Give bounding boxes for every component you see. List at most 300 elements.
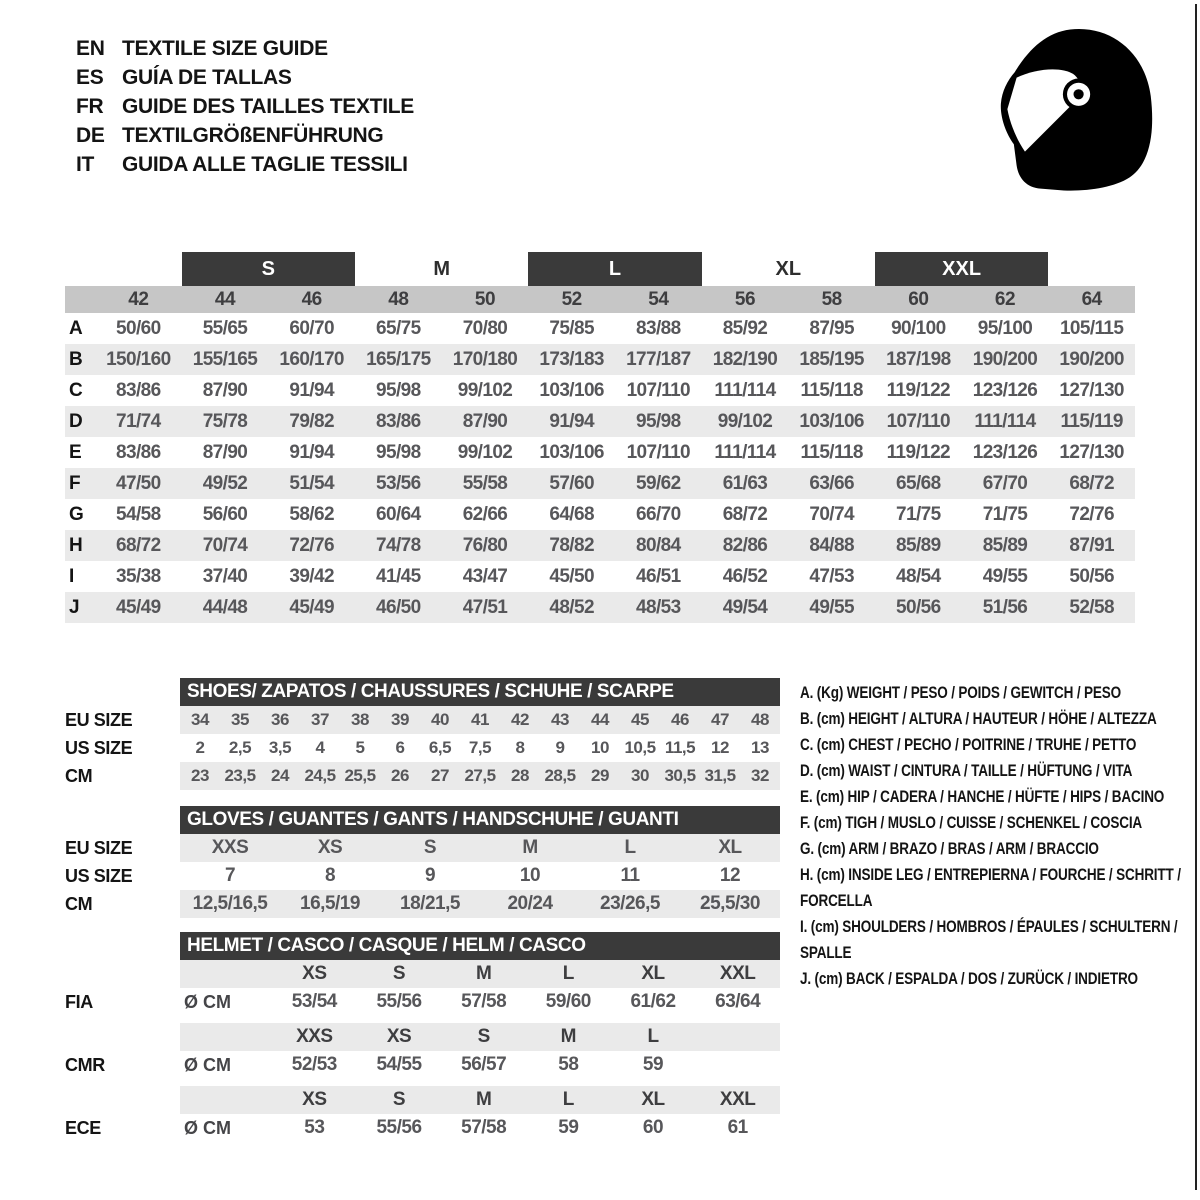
helmet-sizes-row	[65, 1023, 780, 1051]
helmet-sizes-row	[65, 1086, 780, 1114]
standard-label: FIA	[65, 991, 93, 1012]
diameter-unit: Ø CM	[184, 991, 231, 1012]
helmet-values-grid	[180, 988, 780, 1016]
shoe-size-value: 29	[591, 766, 609, 785]
language-row	[76, 63, 414, 92]
helmet-size-value: 57/58	[461, 1117, 507, 1138]
measurement-letter: C	[69, 379, 83, 401]
measurement-legend	[800, 680, 1185, 992]
shoe-size-value: 8	[515, 738, 525, 757]
measurement-letter: D	[69, 410, 83, 432]
measurement-row	[65, 437, 1135, 468]
measurement-value: 76/80	[462, 534, 508, 556]
glove-size-value: XL	[718, 837, 742, 858]
measurement-value: 41/45	[376, 565, 421, 587]
guide-title: TEXTILE SIZE GUIDE	[122, 37, 328, 60]
measurement-value: 160/170	[279, 348, 344, 370]
glove-size-value: XXS	[211, 837, 249, 858]
helmet-size-label: XS	[386, 1026, 412, 1047]
measurement-value: 45/49	[289, 596, 334, 618]
diameter-unit: Ø CM	[184, 1054, 231, 1075]
measurement-value: 95/98	[376, 379, 421, 401]
measurement-value: 78/82	[549, 534, 594, 556]
helmet-size-label: XXS	[296, 1026, 333, 1047]
measurement-value: 51/56	[982, 596, 1028, 618]
guide-title: TEXTILGRÖßENFÜHRUNG	[122, 124, 384, 147]
measurement-value: 75/85	[549, 317, 594, 339]
shoe-size-value: 28	[511, 766, 529, 785]
size-number: 60	[908, 288, 929, 310]
helmet-size-label: XS	[302, 963, 327, 984]
diameter-unit: Ø CM	[184, 1117, 231, 1138]
racing-helmet-icon	[975, 22, 1160, 202]
measurement-values	[95, 504, 1135, 526]
glove-size-value: L	[624, 837, 636, 858]
helmet-size-label: M	[475, 1089, 492, 1110]
measurement-values	[95, 411, 1135, 433]
size-number: 42	[128, 288, 149, 310]
row-label: US SIZE	[65, 865, 133, 886]
measurement-value: 68/72	[116, 534, 161, 556]
measurement-value: 75/78	[202, 410, 248, 432]
measurement-value: 190/200	[1059, 348, 1124, 370]
language-code: DE	[76, 124, 105, 147]
measurement-value: 107/110	[626, 379, 691, 401]
measurement-value: 105/115	[1059, 317, 1124, 339]
helmet-size-value: 54/55	[376, 1054, 422, 1075]
measurement-value: 63/66	[809, 472, 854, 494]
measurement-value: 107/110	[886, 410, 951, 432]
measurement-values	[95, 566, 1135, 588]
shoe-size-value: 41	[471, 710, 489, 729]
helmet-size-label: XS	[302, 1089, 327, 1110]
measurement-value: 91/94	[289, 379, 334, 401]
row-values	[180, 834, 780, 862]
measurement-value: 46/50	[376, 596, 421, 618]
size-number-row	[65, 286, 1135, 313]
measurement-value: 103/106	[799, 410, 864, 432]
measurement-value: 50/56	[1069, 565, 1114, 587]
row-values	[180, 862, 780, 890]
measurement-value: 155/165	[192, 348, 258, 370]
measurement-value: 56/60	[202, 503, 248, 525]
legend-item: H. (cm) INSIDE LEG / ENTREPIERNA / FOURCHE / SCHRITT / FORCELLA	[800, 866, 1181, 910]
shoe-size-value: 24	[271, 766, 289, 785]
legend-item: J. (cm) BACK / ESPALDA / DOS / ZURÜCK / INDIETRO	[800, 970, 1138, 988]
glove-size-value: 7	[224, 865, 236, 886]
measurement-row	[65, 530, 1135, 561]
measurement-value: 74/78	[376, 534, 421, 556]
measurement-value: 72/76	[1069, 503, 1114, 525]
measurement-value: 71/75	[896, 503, 941, 525]
measurement-value: 107/110	[626, 441, 691, 463]
shoe-size-value: 6	[395, 738, 405, 757]
measurement-value: 71/74	[116, 410, 161, 432]
measurement-rows	[65, 313, 1135, 623]
measurement-value: 60/70	[289, 317, 334, 339]
helmet-size-value: 59	[558, 1117, 579, 1138]
measurement-letter: H	[69, 534, 83, 556]
gloves-title-bar: GLOVES / GUANTES / GANTS / HANDSCHUHE / GUANTI	[180, 806, 780, 834]
measurement-value: 83/88	[636, 317, 681, 339]
measurement-value: 44/48	[202, 596, 248, 618]
guide-title: GUIDE DES TAILLES TEXTILE	[122, 95, 414, 118]
helmet-size-value: 56/57	[461, 1054, 507, 1075]
measurement-value: 49/55	[982, 565, 1028, 587]
legend-item: E. (cm) HIP / CADERA / HANCHE / HÜFTE / HIPS / BACINO	[800, 788, 1165, 806]
measurement-value: 50/60	[116, 317, 161, 339]
row-values	[180, 762, 780, 790]
measurement-value: 49/52	[202, 472, 248, 494]
helmet-sizes-grid	[180, 1023, 780, 1051]
size-number: 58	[821, 288, 842, 310]
shoe-size-value: 7,5	[468, 738, 492, 757]
shoes-title-bar: SHOES/ ZAPATOS / CHAUSSURES / SCHUHE / SCARPE	[180, 678, 780, 706]
shoe-size-value: 4	[315, 738, 325, 757]
measurement-value: 67/70	[982, 472, 1028, 494]
measurement-letter: G	[69, 503, 84, 525]
measurement-value: 55/58	[462, 472, 508, 494]
helmet-sizes-grid	[180, 960, 780, 988]
measurement-value: 103/106	[539, 441, 604, 463]
shoe-size-value: 40	[431, 710, 449, 729]
measurement-value: 39/42	[289, 565, 334, 587]
size-number: 64	[1081, 288, 1102, 310]
helmet-size-labels	[272, 1023, 780, 1051]
glove-size-value: 12,5/16,5	[192, 893, 268, 914]
measurement-value: 79/82	[289, 410, 334, 432]
glove-size-value: M	[522, 837, 538, 858]
measurement-values	[95, 318, 1135, 340]
shoe-size-value: 10,5	[624, 738, 656, 757]
measurement-value: 83/86	[116, 441, 161, 463]
helmet-size-value: 58	[558, 1054, 579, 1075]
measurement-value: 65/68	[896, 472, 941, 494]
language-row	[76, 92, 414, 121]
measurement-value: 123/126	[972, 441, 1038, 463]
measurement-value: 127/130	[1059, 379, 1124, 401]
measurement-value: 45/50	[549, 565, 594, 587]
helmet-size-label: M	[475, 963, 492, 984]
legend-item: D. (cm) WAIST / CINTURA / TAILLE / HÜFTUNG / VITA	[800, 762, 1133, 780]
measurement-value: 65/75	[376, 317, 421, 339]
measurement-value: 57/60	[549, 472, 594, 494]
measurement-value: 95/98	[636, 410, 681, 432]
shoe-size-value: 9	[555, 738, 565, 757]
shoe-size-value: 2,5	[228, 738, 252, 757]
standard-label: ECE	[65, 1117, 101, 1138]
measurement-value: 50/56	[896, 596, 941, 618]
measurement-value: 91/94	[549, 410, 594, 432]
measurement-value: 150/160	[106, 348, 171, 370]
measurement-value: 43/47	[462, 565, 508, 587]
measurement-value: 64/68	[549, 503, 594, 525]
measurement-value: 37/40	[202, 565, 248, 587]
measurement-value: 49/54	[722, 596, 768, 618]
shoe-size-value: 6,5	[428, 738, 452, 757]
standard-label: CMR	[65, 1054, 105, 1075]
measurement-value: 165/175	[366, 348, 431, 370]
helmet-size-values	[272, 1114, 780, 1142]
measurement-value: 85/89	[896, 534, 941, 556]
measurement-value: 90/100	[891, 317, 946, 339]
measurement-value: 187/198	[886, 348, 951, 370]
size-number: 62	[994, 288, 1016, 310]
language-code: EN	[76, 37, 105, 60]
measurement-row	[65, 561, 1135, 592]
size-number: 50	[474, 288, 496, 310]
helmet-values-row	[65, 1051, 780, 1079]
helmet-size-table	[65, 932, 780, 1149]
measurement-value: 115/118	[800, 441, 863, 463]
helmet-size-label: XL	[641, 963, 665, 984]
measurement-value: 111/114	[714, 379, 776, 401]
shoe-size-value: 39	[391, 710, 409, 729]
measurement-row	[65, 592, 1135, 623]
shoe-size-value: 47	[711, 710, 729, 729]
row-values	[180, 734, 780, 762]
shoe-size-value: 24,5	[304, 766, 336, 785]
glove-size-value: 11	[620, 865, 640, 886]
helmet-size-value: 53	[304, 1117, 325, 1138]
helmet-size-values	[272, 988, 780, 1016]
shoe-size-value: 13	[751, 738, 769, 757]
measurement-value: 71/75	[982, 503, 1028, 525]
measurement-value: 58/62	[289, 503, 334, 525]
shoe-size-value: 2	[195, 738, 205, 757]
page-edge-line	[1195, 4, 1197, 1190]
measurement-values	[95, 597, 1135, 619]
legend-item: F. (cm) TIGH / MUSLO / CUISSE / SCHENKEL / COSCIA	[800, 814, 1143, 832]
measurement-value: 82/86	[722, 534, 768, 556]
size-number: 46	[301, 288, 322, 310]
glove-size-value: 23/26,5	[600, 893, 660, 914]
gloves-row	[65, 890, 780, 918]
measurement-value: 47/51	[462, 596, 508, 618]
measurement-value: 59/62	[636, 472, 681, 494]
glove-size-value: 10	[519, 865, 541, 886]
measurement-value: 70/74	[809, 503, 854, 525]
measurement-value: 85/89	[982, 534, 1028, 556]
measurement-values	[95, 473, 1135, 495]
shoe-size-value: 28,5	[544, 766, 576, 785]
measurement-letter: E	[69, 441, 82, 463]
header-spacer	[65, 252, 182, 286]
helmet-size-label: S	[477, 1026, 490, 1047]
shoe-size-value: 27,5	[464, 766, 496, 785]
measurement-value: 48/52	[549, 596, 594, 618]
language-title-list	[76, 34, 414, 179]
helmet-size-value: 61/62	[630, 991, 676, 1012]
measurement-value: 53/56	[376, 472, 421, 494]
measurement-value: 127/130	[1059, 441, 1124, 463]
helmet-title-bar: HELMET / CASCO / CASQUE / HELM / CASCO	[180, 932, 780, 960]
measurement-value: 60/64	[376, 503, 421, 525]
measurement-value: 87/95	[809, 317, 854, 339]
measurement-letter: B	[69, 348, 83, 370]
gloves-size-table	[65, 806, 780, 918]
helmet-size-label: M	[560, 1026, 576, 1047]
helmet-size-value: 63/64	[715, 991, 761, 1012]
glove-size-value: 20/24	[507, 893, 553, 914]
helmet-size-value: 60	[642, 1117, 664, 1138]
shoe-size-value: 27	[431, 766, 449, 785]
size-group-m: M	[433, 257, 450, 280]
measurement-value: 87/90	[462, 410, 508, 432]
shoe-size-value: 48	[751, 710, 769, 729]
measurement-value: 46/52	[722, 565, 768, 587]
measurement-value: 99/102	[457, 379, 513, 401]
measurement-value: 51/54	[289, 472, 334, 494]
language-code: IT	[76, 153, 95, 176]
measurement-letter: A	[69, 317, 83, 339]
size-number: 54	[648, 288, 669, 310]
helmet-size-value: 59	[642, 1054, 664, 1075]
glove-size-value: 8	[324, 865, 336, 886]
helmet-standard-section	[65, 960, 780, 1016]
measurement-value: 47/53	[809, 565, 854, 587]
measurement-value: 46/51	[636, 565, 681, 587]
helmet-size-labels	[272, 960, 780, 988]
measurement-value: 62/66	[462, 503, 508, 525]
gloves-rows	[65, 834, 780, 918]
helmet-values-grid	[180, 1114, 780, 1142]
measurement-value: 55/65	[202, 317, 248, 339]
glove-size-value: XS	[317, 837, 343, 858]
shoe-size-value: 30	[631, 766, 649, 785]
helmet-size-value: 57/58	[461, 991, 507, 1012]
shoe-size-value: 44	[591, 710, 609, 729]
shoes-size-table	[65, 678, 780, 790]
measurement-value: 87/91	[1069, 534, 1114, 556]
shoe-size-value: 37	[311, 710, 329, 729]
measurement-value: 68/72	[1069, 472, 1114, 494]
measurement-value: 99/102	[457, 441, 513, 463]
row-label: CM	[65, 893, 93, 914]
size-group-l: L	[528, 252, 701, 286]
measurement-value: 68/72	[722, 503, 768, 525]
glove-size-value: S	[423, 837, 437, 858]
row-label: US SIZE	[65, 737, 133, 758]
helmet-size-label: XL	[641, 1089, 665, 1110]
measurement-value: 91/94	[289, 441, 334, 463]
size-number: 56	[734, 288, 756, 310]
shoe-size-value: 25,5	[344, 766, 376, 785]
textile-size-table	[65, 252, 1135, 623]
measurement-value: 103/106	[539, 379, 604, 401]
size-group-xxl: XXL	[875, 252, 1048, 286]
measurement-values	[95, 535, 1135, 557]
measurement-value: 84/88	[809, 534, 854, 556]
measurement-value: 185/195	[799, 348, 864, 370]
measurement-letter: J	[69, 596, 80, 618]
row-values	[180, 890, 780, 918]
helmet-sizes-grid	[180, 1086, 780, 1114]
measurement-letter: I	[69, 565, 75, 587]
measurement-letter: F	[69, 472, 81, 494]
helmet-size-label: L	[562, 963, 574, 984]
measurement-value: 70/74	[202, 534, 248, 556]
glove-size-value: 18/21,5	[400, 893, 460, 914]
shoe-size-value: 42	[511, 710, 529, 729]
measurement-value: 95/100	[977, 317, 1033, 339]
measurement-value: 72/76	[289, 534, 334, 556]
measurement-value: 111/114	[974, 410, 1036, 432]
glove-size-value: 16,5/19	[300, 893, 360, 914]
measurement-value: 52/58	[1069, 596, 1114, 618]
shoe-size-value: 10	[591, 738, 609, 757]
measurement-value: 95/98	[376, 441, 421, 463]
shoe-size-value: 35	[231, 710, 249, 729]
size-number: 44	[214, 288, 236, 310]
helmet-sizes-row	[65, 960, 780, 988]
helmet-size-values	[272, 1051, 780, 1079]
measurement-values	[95, 380, 1135, 402]
measurement-value: 80/84	[636, 534, 681, 556]
measurement-value: 119/122	[886, 441, 951, 463]
measurement-value: 119/122	[886, 379, 951, 401]
helmet-size-value: 61	[727, 1117, 748, 1138]
glove-size-value: 12	[719, 865, 741, 886]
measurement-value: 177/187	[626, 348, 691, 370]
shoe-size-value: 12	[711, 738, 729, 757]
shoes-rows	[65, 706, 780, 790]
shoe-size-value: 43	[551, 710, 569, 729]
measurement-value: 123/126	[972, 379, 1038, 401]
measurement-values	[95, 349, 1135, 371]
helmet-size-value: 55/56	[376, 1117, 422, 1138]
language-row	[76, 34, 414, 63]
helmet-sections	[65, 960, 780, 1142]
helmet-values-row	[65, 988, 780, 1016]
shoe-size-value: 45	[631, 710, 649, 729]
measurement-value: 190/200	[972, 348, 1038, 370]
measurement-value: 66/70	[636, 503, 681, 525]
measurement-row	[65, 313, 1135, 344]
language-code: ES	[76, 66, 104, 89]
shoe-size-value: 34	[191, 710, 209, 729]
legend-item: I. (cm) SHOULDERS / HOMBROS / ÉPAULES / SCHULTERN / SPALLE	[800, 918, 1178, 962]
helmet-size-value: 59/60	[545, 991, 591, 1012]
size-group-s: S	[182, 252, 355, 286]
shoe-size-value: 36	[271, 710, 289, 729]
shoe-size-value: 30,5	[664, 766, 696, 785]
measurement-value: 83/86	[116, 379, 161, 401]
gloves-row	[65, 834, 780, 862]
measurement-value: 61/63	[722, 472, 768, 494]
measurement-value: 83/86	[376, 410, 421, 432]
helmet-size-labels	[272, 1086, 780, 1114]
measurement-value: 45/49	[116, 596, 161, 618]
shoe-size-value: 38	[351, 710, 369, 729]
helmet-values-row	[65, 1114, 780, 1142]
measurement-value: 182/190	[712, 348, 778, 370]
helmet-size-value: 55/56	[376, 991, 422, 1012]
helmet-size-value: 53/54	[291, 991, 337, 1012]
shoe-size-value: 46	[671, 710, 689, 729]
legend-item: C. (cm) CHEST / PECHO / POITRINE / TRUHE / PETTO	[800, 736, 1137, 754]
size-group-xl: XL	[775, 257, 802, 280]
helmet-standard-section	[65, 1086, 780, 1142]
shoe-size-value: 23,5	[224, 766, 256, 785]
measurement-value: 173/183	[539, 348, 604, 370]
row-label: CM	[65, 765, 93, 786]
helmet-size-value: 52/53	[291, 1054, 337, 1075]
size-number: 52	[561, 288, 582, 310]
helmet-size-label: L	[562, 1089, 574, 1110]
shoe-size-value: 26	[391, 766, 409, 785]
measurement-row	[65, 344, 1135, 375]
